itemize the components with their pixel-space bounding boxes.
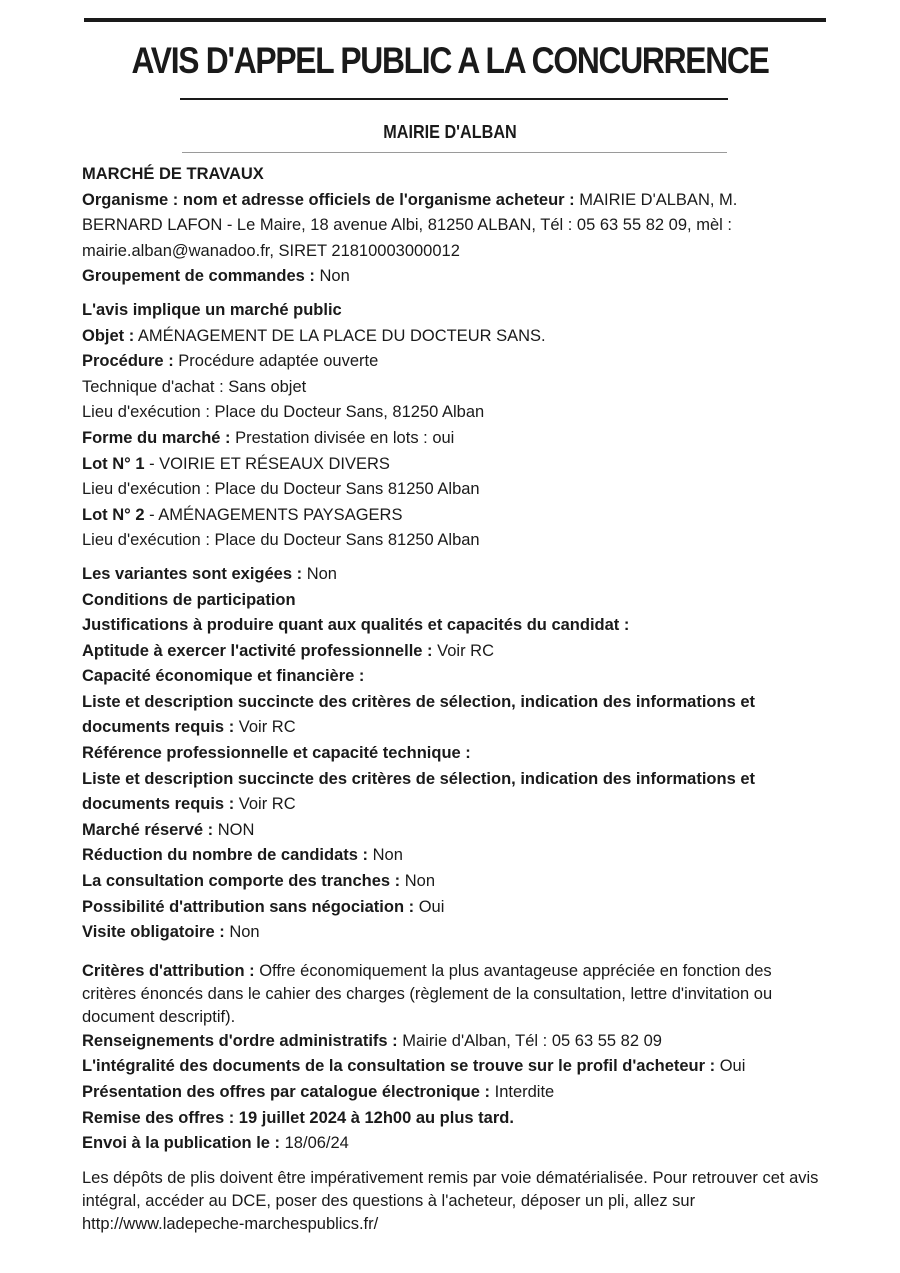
top-rule [84, 18, 826, 22]
page-title: AVIS D'APPEL PUBLIC A LA CONCURRENCE [131, 40, 769, 81]
issuer-name: MAIRIE D'ALBAN [383, 122, 517, 142]
forme-marche-line: Forme du marché : Prestation divisée en lots : oui [82, 428, 455, 447]
avis-implique-line: L'avis implique un marché public [82, 300, 342, 319]
marche-type: MARCHÉ DE TRAVAUX [82, 165, 264, 183]
lot2-line: Lot N° 2 - AMÉNAGEMENTS PAYSAGERS [82, 505, 403, 524]
attribution-line: Possibilité d'attribution sans négociation : Oui [82, 897, 445, 916]
lieu-execution-line: Lieu d'exécution : Place du Docteur Sans, 81250 Alban [82, 403, 485, 422]
tranches-line: La consultation comporte des tranches : Non [82, 872, 435, 891]
catalogue-line: Présentation des offres par catalogue électronique : Interdite [82, 1083, 555, 1101]
objet-line: Objet : AMÉNAGEMENT DE LA PLACE DU DOCTEUR SANS. [82, 326, 546, 345]
technique-achat-line: Technique d'achat : Sans objet [82, 377, 307, 396]
issuer-underline [182, 152, 727, 153]
procedure-line: Procédure : Procédure adaptée ouverte [82, 352, 379, 371]
conditions-line: Conditions de participation [82, 590, 296, 609]
criteres-line: Critères d'attribution : Offre économiquement la plus avantageuse appréciée en fonction des critères énoncés dans le cahier des charges (règlement de la consultation, lettre d'invitation ou document descriptif). [82, 961, 773, 1026]
reserve-line: Marché réservé : NON [82, 820, 255, 839]
reference-pro-line: Référence professionnelle et capacité technique : [82, 744, 471, 763]
remise-line: Remise des offres : 19 juillet 2024 à 12h00 au plus tard. [82, 1108, 514, 1127]
lot1-lieu-line: Lieu d'exécution : Place du Docteur Sans 81250 Alban [82, 480, 480, 499]
justifications-line: Justifications à produire quant aux qualités et capacités du candidat : [82, 616, 630, 635]
depots-paragraph: Les dépôts de plis doivent être impérativement remis par voie dématérialisée. Pour retrouver cet avis intégral, accéder au DCE, poser des questions à l'acheteur, déposer un pli, allez sur http://www.ladepeche-marchespublics.fr/ [82, 1168, 819, 1233]
variantes-line: Les variantes sont exigées : Non [82, 564, 337, 583]
notice-body [82, 162, 822, 1236]
title-underline [180, 98, 728, 100]
renseignements-line: Renseignements d'ordre administratifs : Mairie d'Alban, Tél : 05 63 55 82 09 [82, 1031, 662, 1050]
lot2-lieu-line: Lieu d'exécution : Place du Docteur Sans 81250 Alban [82, 531, 480, 550]
lot1-line: Lot N° 1 - VOIRIE ET RÉSEAUX DIVERS [82, 454, 390, 473]
envoi-line: Envoi à la publication le : 18/06/24 [82, 1134, 349, 1153]
reduction-line: Réduction du nombre de candidats : Non [82, 846, 403, 865]
organisme-line: Organisme : nom et adresse officiels de l'organisme acheteur : MAIRIE D'ALBAN, M. BERNARD LAFON - Le Maire, 18 avenue Albi, 81250 ALBAN, Tél : 05 63 55 82 09, mèl : mairie.alban@wanadoo.fr, SIRET 21810003000012 [82, 190, 738, 260]
integralite-line: L'intégralité des documents de la consultation se trouve sur le profil d'acheteur : Oui [82, 1057, 746, 1076]
liste1-line: Liste et description succincte des critères de sélection, indication des informations et documents requis : Voir RC [82, 692, 756, 737]
groupement-line: Groupement de commandes : Non [82, 267, 350, 286]
visite-line: Visite obligatoire : Non [82, 923, 260, 942]
liste2-line: Liste et description succincte des critères de sélection, indication des informations et documents requis : Voir RC [82, 769, 756, 814]
capacite-eco-line: Capacité économique et financière : [82, 667, 365, 686]
aptitude-line: Aptitude à exercer l'activité professionnelle : Voir RC [82, 641, 494, 660]
